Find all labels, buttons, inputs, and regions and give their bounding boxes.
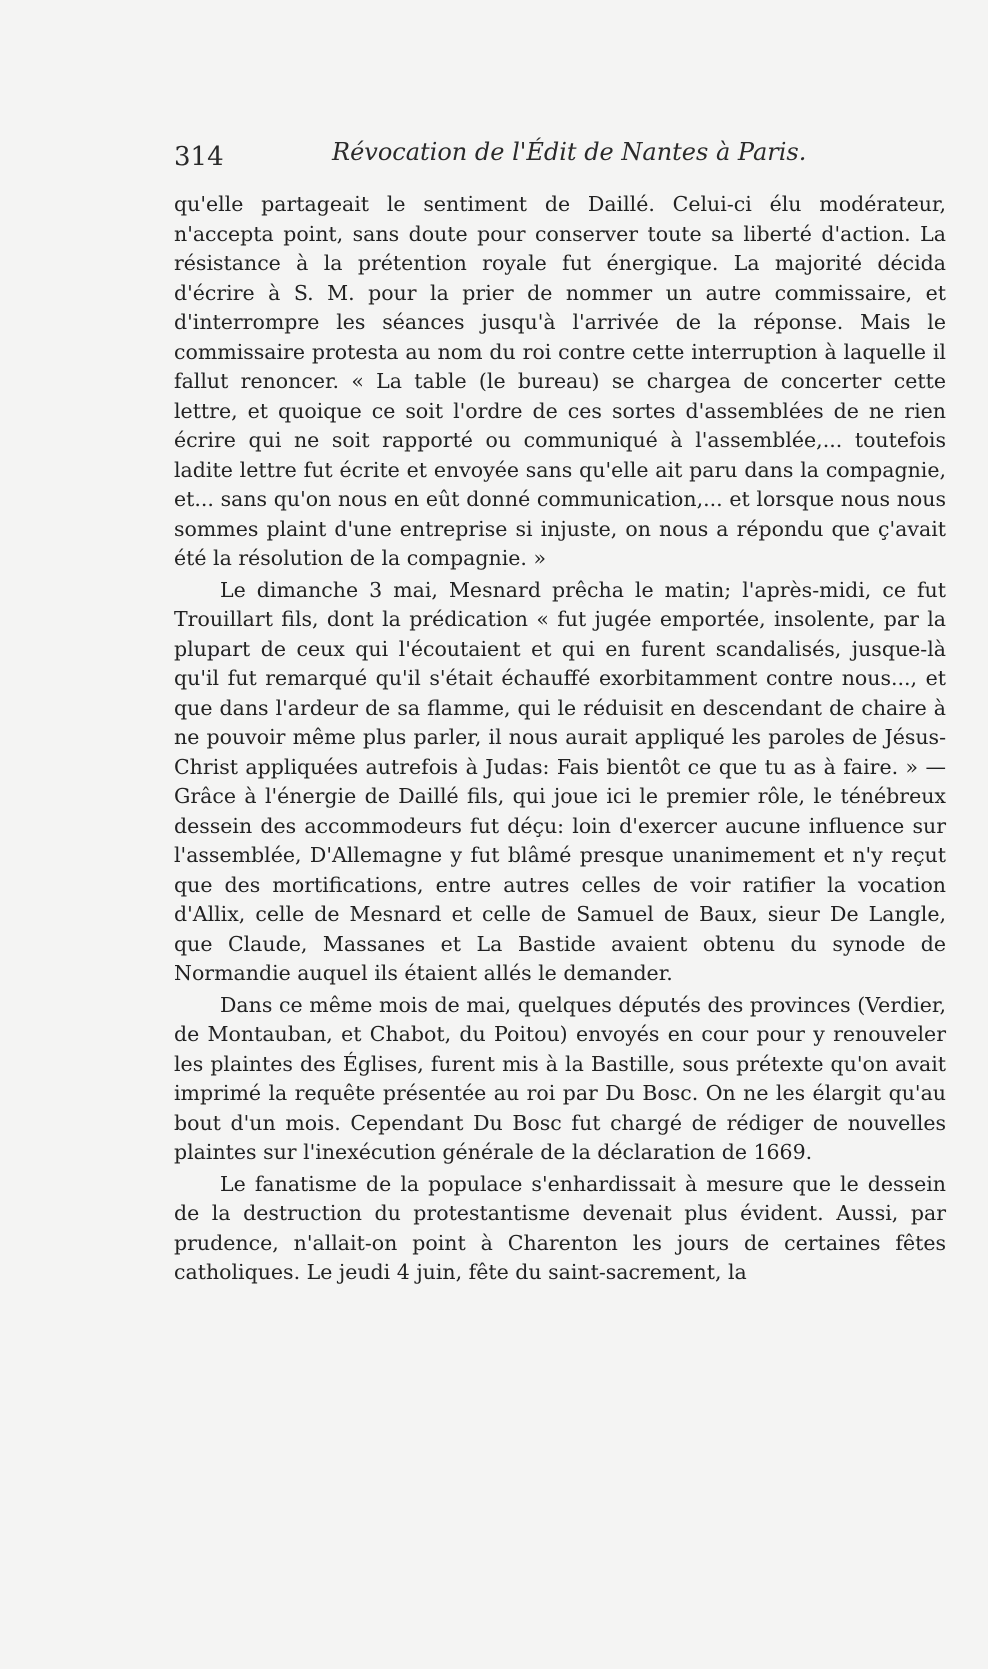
paragraph-3: Dans ce même mois de mai, quelques députés des provinces (Verdier, de Montauban, et Chabot, du Poitou) envoyés en cour pour y renouveler les plaintes des Églises, furent mis à la Bastille, sous prétexte qu'on avait imprimé la requête présentée au roi par Du Bosc. On ne les élargit qu'au bout d'un mois. Cependant Du Bosc fut chargé de rédiger de nouvelles plaintes sur l'inexécution générale de la déclaration de 1669. [174,992,946,1164]
body-text [174,190,946,1288]
running-head [174,138,807,178]
running-title: Révocation de l'Édit de Nantes à Paris. [332,138,807,166]
paragraph-2: Le dimanche 3 mai, Mesnard prêcha le matin; l'après-midi, ce fut Trouillart fils, dont la prédication « fut jugée emportée, insolente, par la plupart de ceux qui l'écoutaient et qui en furent scandalisés, jusque-là qu'il fut remarqué qu'il s'était échauffé exorbitamment contre nous..., et que dans l'ardeur de sa flamme, qui le réduisit en descendant de chaire à ne pouvoir même plus parler, il nous aurait appliqué les paroles de Jésus-Christ appliquées autrefois à Judas: Fais bientôt ce que tu as à faire. » — Grâce à l'énergie de Daillé fils, qui joue ici le premier rôle, le ténébreux dessein des accommodeurs fut déçu: loin d'exercer aucune influence sur l'assemblée, D'Allemagne y fut blâmé presque unanimement et n'y reçut que des mortifications, entre autres celles de voir ratifier la vocation d'Allix, celle de Mesnard et celle de Samuel de Baux, sieur De Langle, que Claude, Massanes et La Bastide avaient obtenu du synode de Normandie auquel ils étaient allés le demander. [174,577,946,985]
page-edge [988,0,1000,1669]
paragraph-4: Le fanatisme de la populace s'enhardissait à mesure que le dessein de la destruction du protestantisme devenait plus évident. Aussi, par prudence, n'allait-on point à Charenton les jours de certaines fêtes catholiques. Le jeudi 4 juin, fête du saint-sacrement, la [174,1171,946,1284]
paragraph-1: qu'elle partageait le sentiment de Daillé. Celui-ci élu modérateur, n'accepta point, sans doute pour conserver toute sa liberté d'action. La résistance à la prétention royale fut énergique. La majorité décida d'écrire à S. M. pour la prier de nommer un autre commissaire, et d'interrompre les séances jusqu'à l'arrivée de la réponse. Mais le commissaire protesta au nom du roi contre cette interruption à laquelle il fallut renoncer. « La table (le bureau) se chargea de concerter cette lettre, et quoique ce soit l'ordre de ces sortes d'assemblées de ne rien écrire qui ne soit rapporté ou communiqué à l'assemblée,... toutefois ladite lettre fut écrite et envoyée sans qu'elle ait paru dans la compagnie, et... sans qu'on nous en eût donné communication,... et lorsque nous nous sommes plaint d'une entreprise si injuste, on nous a répondu que ç'avait été la résolution de la compagnie. » [174,192,946,570]
page-number: 314 [174,142,224,172]
